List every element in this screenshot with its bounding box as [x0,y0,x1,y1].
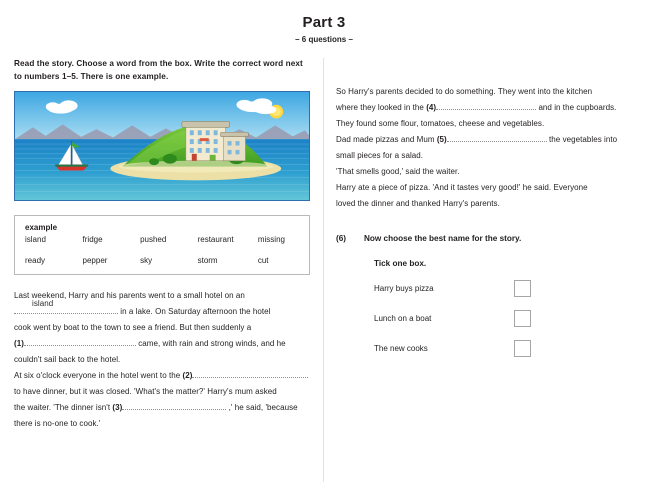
story-right-sentence-5: small pieces for a salad. [336,151,424,160]
story-line-1 [14,288,310,304]
story-right-line-1 [336,84,632,100]
story-line-4 [14,336,310,352]
left-column [14,58,310,492]
story-right-line-7 [336,180,632,196]
story-sentence-7b: ,' he said, 'because [228,403,298,413]
story-sentence-1b: in a lake. On Saturday afternoon the hotel [120,307,271,317]
word-bank-box [14,215,310,275]
example-answer-text: island [32,299,54,309]
story-line-2 [14,299,310,320]
question-number-3: (3) [112,403,123,413]
question-number-6: (6) [336,234,347,243]
story-line-6 [14,368,310,384]
story-right-sentence-2a: where they looked in the [336,103,424,112]
story-text-right [336,84,632,212]
story-line-9 [14,416,310,432]
story-line-5 [14,352,310,368]
worksheet-body [0,58,648,492]
answer-blank-1[interactable] [24,345,136,346]
word-option-ready[interactable]: ready [25,256,46,266]
question-number-5: (5) [436,135,447,144]
answer-blank-5[interactable] [447,141,547,142]
story-right-sentence-3: They found some flour, tomatoes, cheese and vegetables. [336,119,545,128]
checkbox-the-new-cooks[interactable] [514,340,531,357]
story-line-3 [14,320,310,336]
story-sentence-1a: Last weekend, Harry and his parents went to a small hotel on an [14,291,245,301]
word-option-island[interactable]: island [25,235,46,245]
page-header [0,0,648,44]
story-right-sentence-6: 'That smells good,' said the waiter. [336,167,460,176]
answer-blank-2[interactable] [192,377,308,378]
page-title: Part 3 [302,14,346,31]
story-right-line-4 [336,132,632,148]
island-hotel-illustration-svg [15,92,309,200]
option-row-harry-buys-pizza [374,280,632,297]
word-option-sky[interactable]: sky [140,256,153,266]
question-6-header [336,234,632,243]
story-right-line-3 [336,116,632,132]
story-sentence-2: cook went by boat to the town to see a friend. But then suddenly a [14,323,252,333]
story-sentence-3: came, with rain and strong winds, and he [138,339,286,349]
story-sentence-4: couldn't sail back to the hotel. [14,355,121,365]
option-label-lunch-on-a-boat: Lunch on a boat [374,314,432,323]
story-right-sentence-1: So Harry's parents decided to do something. They went into the kitchen [336,87,593,96]
story-right-line-5 [336,148,632,164]
story-line-7 [14,384,310,400]
story-right-sentence-7: Harry ate a piece of pizza. 'And it tastes very good!' he said. Everyone [336,183,588,192]
tick-one-box-instruction: Tick one box. [374,259,427,268]
word-bank-row-1 [25,235,299,244]
option-row-the-new-cooks [374,340,632,357]
checkbox-harry-buys-pizza[interactable] [514,280,531,297]
word-bank-row-2 [25,256,299,265]
story-sentence-6: to have dinner, but it was closed. 'What's the matter?' Harry's mum asked [14,387,277,397]
question-6-prompt: Now choose the best name for the story. [364,234,522,243]
answer-blank-3[interactable] [122,409,226,410]
option-row-lunch-on-a-boat [374,310,632,327]
story-right-line-2 [336,100,632,116]
word-option-storm[interactable]: storm [197,256,218,266]
story-sentence-8: there is no-one to cook.' [14,419,101,429]
question-number-2: (2) [182,371,193,381]
story-right-sentence-8: loved the dinner and thanked Harry's parents. [336,199,500,208]
word-option-pushed[interactable]: pushed [140,235,167,245]
story-right-line-8 [336,196,632,212]
story-right-sentence-4a: Dad made pizzas and Mum [336,135,435,144]
question-number-4: (4) [426,103,437,112]
word-option-restaurant[interactable]: restaurant [197,235,234,245]
question-6-block [336,234,632,357]
story-right-line-6 [336,164,632,180]
task-instructions: Read the story. Choose a word from the box. Write the correct word next to numbers 1–5. There is one example. [14,59,303,81]
column-divider [323,58,324,482]
question-number-1: (1) [14,339,24,349]
word-option-missing[interactable]: missing [257,235,285,245]
story-right-sentence-2b: and in the cupboards. [538,103,617,112]
word-option-cut[interactable]: cut [257,256,269,266]
checkbox-lunch-on-a-boat[interactable] [514,310,531,327]
right-column [336,58,632,492]
word-option-fridge[interactable]: fridge [82,235,103,245]
questions-count-subtitle: – 6 questions – [295,35,353,44]
answer-blank-example[interactable] [14,299,118,314]
story-illustration [14,91,310,201]
example-label: example [25,223,58,233]
option-label-harry-buys-pizza: Harry buys pizza [374,284,434,293]
story-right-sentence-4b: the vegetables into [549,135,618,144]
story-sentence-5a: At six o'clock everyone in the hotel went to the [14,371,181,381]
word-option-pepper[interactable]: pepper [82,256,108,266]
story-text-left [14,288,310,432]
story-sentence-7a: the waiter. 'The dinner isn't [14,403,111,413]
option-label-the-new-cooks: The new cooks [374,344,428,353]
answer-blank-4[interactable] [436,109,536,110]
story-line-8 [14,400,310,416]
